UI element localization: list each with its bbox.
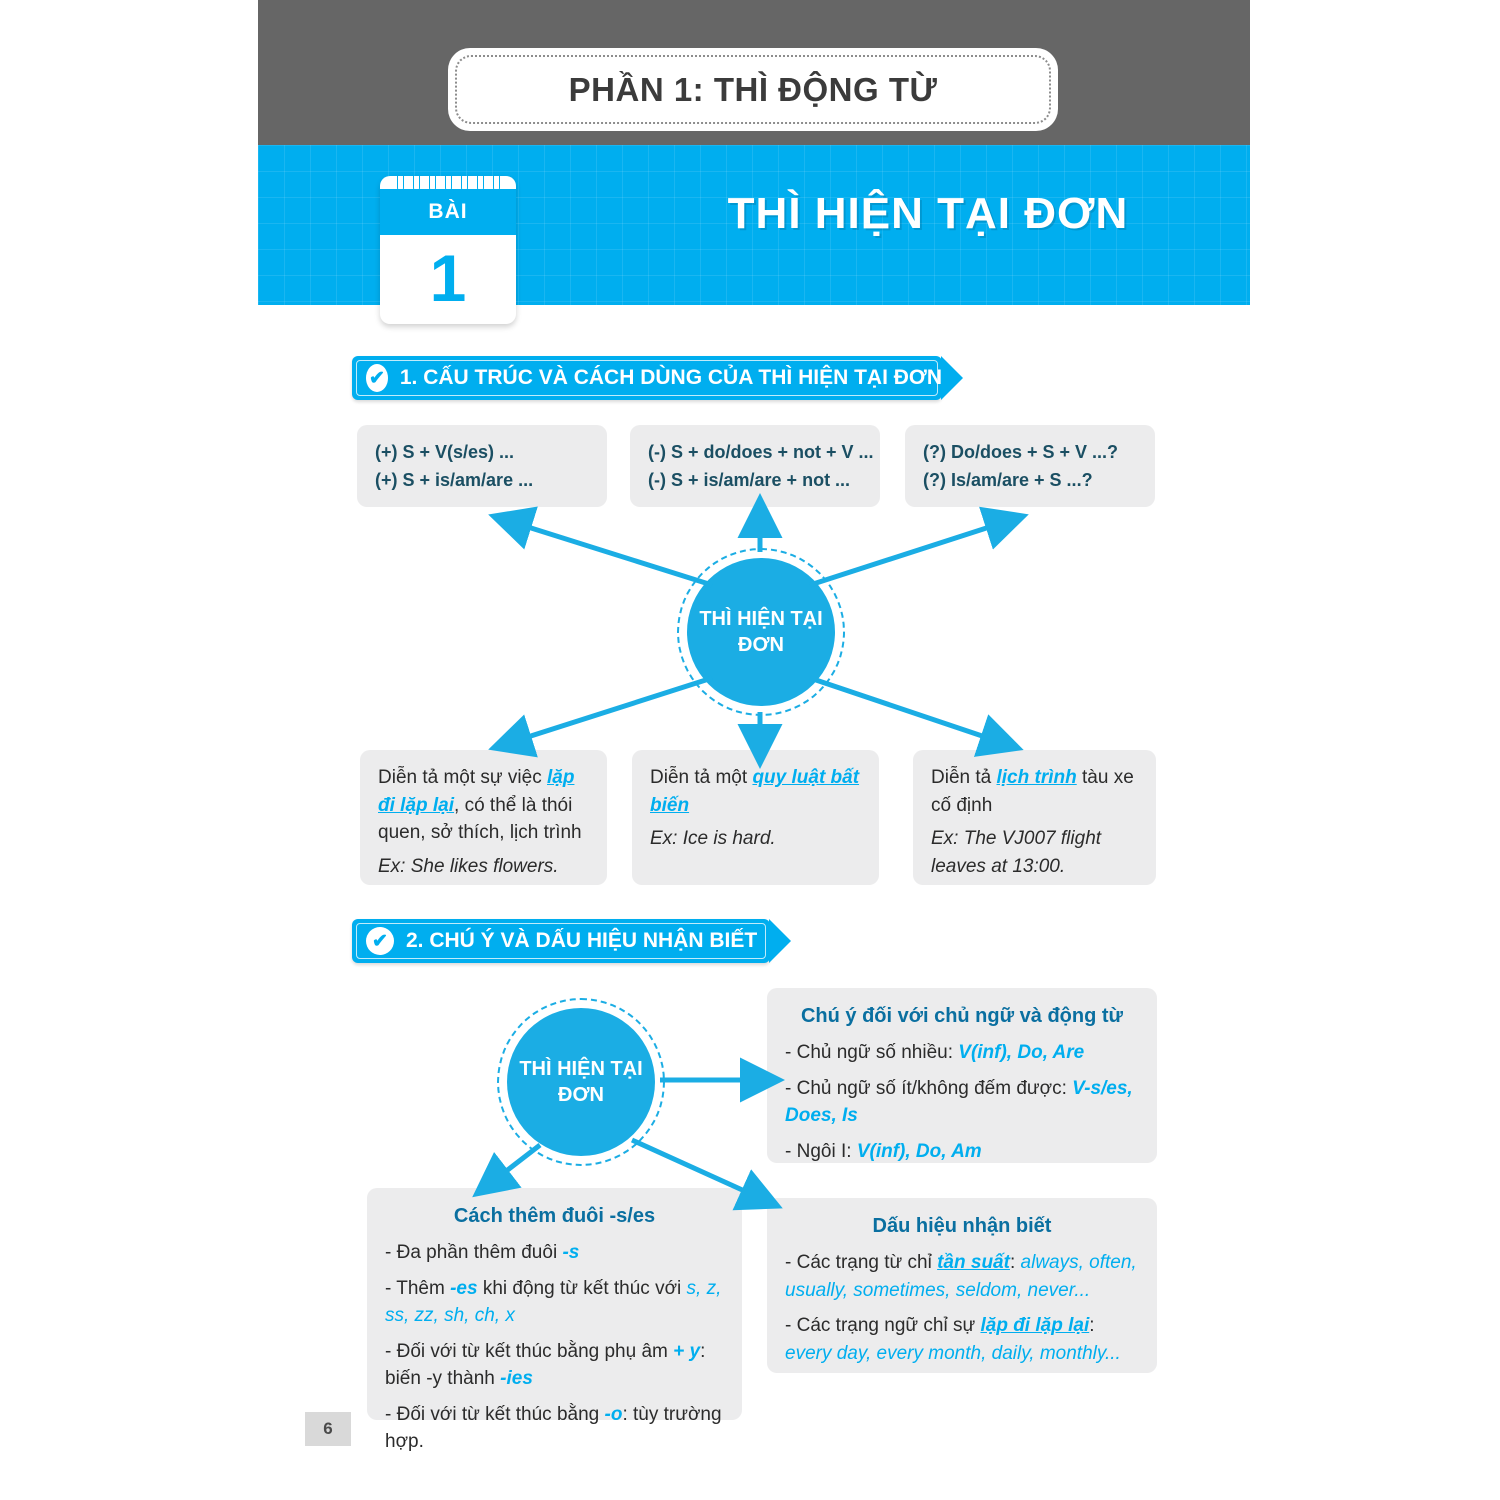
notes-item-2-text: - Chủ ngữ số ít/không đếm được:: [785, 1077, 1073, 1099]
signals-item-1-text: - Các trạng từ chỉ: [785, 1252, 938, 1273]
notes-item-1: [785, 1039, 1139, 1067]
lesson-label: BÀI: [380, 189, 516, 235]
card-usage-3: [913, 750, 1156, 885]
card-structure-negative: [630, 425, 880, 507]
signals-item-2-text: - Các trạng ngữ chỉ sự: [785, 1315, 981, 1337]
section-header-2-title: 2. CHÚ Ý VÀ DẤU HIỆU NHẬN BIẾT: [406, 929, 758, 952]
lesson-title: THÌ HIỆN TẠI ĐƠN: [727, 189, 1129, 238]
section-header-1: [352, 356, 942, 400]
signals-item-1-examples: always, often, usually, sometimes, seldom, never...: [785, 1252, 1137, 1301]
signals-title: Dấu hiệu nhận biết: [872, 1215, 1052, 1237]
card-subject-verb-notes: [767, 988, 1157, 1163]
signals-item-2-highlight: lặp đi lặp lại: [980, 1315, 1090, 1337]
check-icon: ✔: [366, 927, 394, 955]
signals-item-2-examples: every day, every month, daily, monthly...: [785, 1342, 1121, 1364]
usage-1-text-2: , có thể là thói quen, sở thích, lịch trình: [378, 794, 582, 844]
usage-2-text-1: Diễn tả một: [650, 767, 753, 788]
structure-positive-line-2: (+) S + is/am/are ...: [375, 469, 534, 490]
add-es-item-1-highlight: -s: [562, 1242, 580, 1263]
part-title: PHẦN 1: THÌ ĐỘNG TỪ: [568, 70, 938, 108]
add-es-item-3-text: - Đối với từ kết thúc bằng phụ âm: [385, 1340, 674, 1362]
add-es-item-4-text: - Đối với từ kết thúc bằng: [385, 1403, 605, 1425]
section-header-1-title: 1. CẤU TRÚC VÀ CÁCH DÙNG CỦA THÌ HIỆN TẠI ĐƠN: [399, 366, 942, 389]
usage-1-text-1: Diễn tả một sự việc: [378, 767, 547, 788]
card-structure-question: [905, 425, 1155, 507]
structure-negative-line-1: (-) S + do/does + not + V ...: [648, 442, 874, 462]
lesson-number: 1: [429, 241, 467, 315]
card-usage-2: [632, 750, 879, 885]
add-es-item-4: [385, 1401, 724, 1456]
calendar-icon: [380, 176, 516, 324]
add-es-item-2: [385, 1275, 724, 1330]
check-icon: ✔: [366, 364, 388, 392]
center-circle-present-simple-1: [687, 558, 835, 706]
add-es-item-3: [385, 1338, 724, 1393]
notes-item-2: [785, 1075, 1139, 1130]
add-es-item-4-tail: : tùy trường hợp.: [385, 1403, 722, 1453]
structure-question-line-2: (?) Is/am/are + S ...?: [923, 469, 1093, 490]
card-add-s-es-rules: [367, 1188, 742, 1453]
add-es-item-4-highlight: -o: [604, 1403, 623, 1425]
add-es-item-1-text: - Đa phần thêm đuôi: [385, 1242, 563, 1263]
section-header-2-arrow: [769, 919, 791, 963]
section-header-2: [352, 919, 770, 963]
page-number: 6: [305, 1412, 351, 1446]
usage-1-example: Ex: She likes flowers.: [378, 855, 559, 877]
card-structure-positive: [357, 425, 607, 507]
add-es-item-3-tail: : biến -y thành: [385, 1340, 706, 1390]
notes-item-1-highlight: V(inf), Do, Are: [958, 1042, 1085, 1063]
card-signal-words: [767, 1198, 1157, 1373]
signals-item-2-tail: :: [1089, 1315, 1095, 1337]
calendar-rings-icon: [380, 176, 516, 189]
add-es-item-3-highlight-2: -ies: [500, 1368, 533, 1390]
usage-3-text-2: tàu xe cố định: [931, 767, 1134, 816]
usage-1-highlight: lặp đi lặp lại: [378, 767, 575, 816]
add-es-item-3-highlight: + y: [673, 1340, 701, 1362]
usage-3-example: Ex: The VJ007 flight leaves at 13:00.: [931, 828, 1102, 877]
center-circle-1-label: THÌ HIỆN TẠI ĐƠN: [699, 608, 823, 656]
structure-question-line-1: (?) Do/does + S + V ...?: [923, 442, 1119, 462]
card-usage-1: [360, 750, 607, 885]
structure-negative-line-2: (-) S + is/am/are + not ...: [648, 469, 851, 490]
usage-3-highlight: lịch trình: [996, 767, 1077, 788]
add-es-item-2-highlight: -es: [450, 1277, 478, 1299]
add-es-item-2-tail: khi động từ kết thúc với: [477, 1277, 687, 1299]
notes-item-3-text: - Ngôi I:: [785, 1140, 857, 1162]
center-circle-2-label: THÌ HIỆN TẠI ĐƠN: [519, 1058, 643, 1106]
notes-item-3: [785, 1138, 1139, 1166]
signals-item-1-highlight: tần suất: [937, 1252, 1010, 1273]
notes-item-1-text: - Chủ ngữ số nhiều:: [785, 1042, 959, 1063]
signals-item-1: [785, 1249, 1139, 1304]
circle-dashed-ring: [677, 548, 845, 716]
section-header-1-arrow: [941, 356, 963, 400]
circle-dashed-ring: [497, 998, 665, 1166]
notes-item-2-highlight: V-s/es, Does, Is: [785, 1077, 1133, 1127]
add-es-title: Cách thêm đuôi -s/es: [453, 1205, 656, 1227]
usage-2-example: Ex: Ice is hard.: [650, 828, 776, 850]
usage-2-highlight: quy luật bất biến: [650, 767, 860, 816]
signals-item-2: [785, 1312, 1139, 1367]
structure-positive-line-1: (+) S + V(s/es) ...: [375, 442, 515, 462]
add-es-item-1: [385, 1239, 724, 1267]
center-circle-present-simple-2: [507, 1008, 655, 1156]
usage-3-text-1: Diễn tả: [931, 767, 997, 788]
add-es-item-2-text: - Thêm: [385, 1277, 451, 1299]
notes-item-3-highlight: V(inf), Do, Am: [856, 1140, 982, 1162]
signals-item-1-tail: :: [1009, 1252, 1021, 1273]
part-title-badge: [448, 48, 1058, 131]
notes-title: Chú ý đối với chủ ngữ và động từ: [800, 1005, 1124, 1027]
add-es-item-2-examples: s, z, ss, zz, sh, ch, x: [385, 1277, 722, 1327]
